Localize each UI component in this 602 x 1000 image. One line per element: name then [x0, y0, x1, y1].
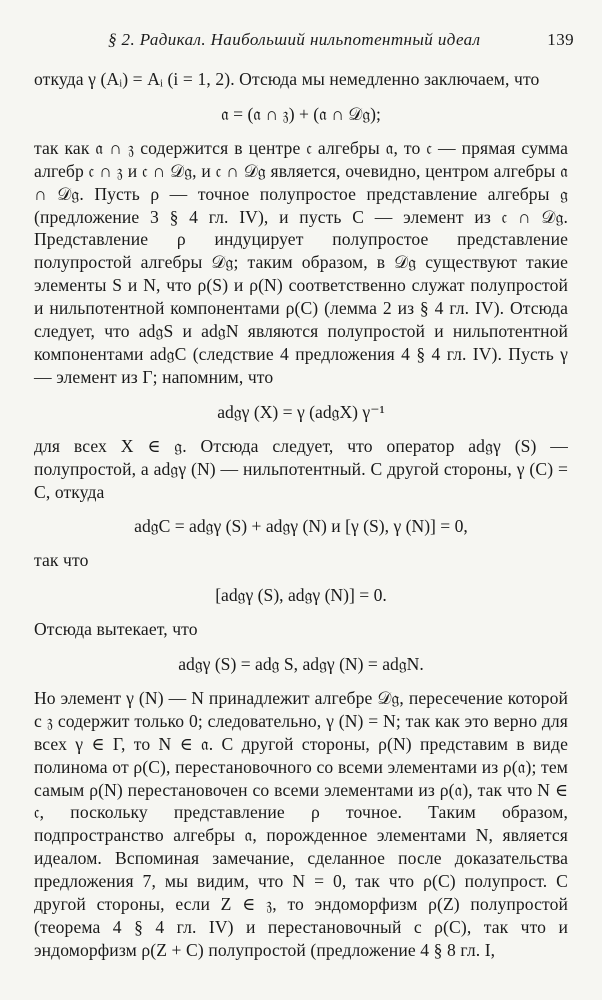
page-body	[34, 68, 568, 962]
page-number: 139	[547, 30, 574, 49]
paragraph-2: так как 𝔞 ∩ 𝔷 содержится в центре 𝔠 алгебры 𝔞, то 𝔠 — прямая сумма алгебр 𝔠 ∩ 𝔷 и 𝔠 ∩ 𝒟𝔤, и 𝔠 ∩ 𝒟𝔤 является, очевидно, центром алгебры 𝔞 ∩ 𝒟𝔤. Пусть ρ — точное полупростое представление алгебры 𝔤 (предложение 3 § 4 гл. IV), и пусть C — элемент из 𝔠 ∩ 𝒟𝔤. Представление ρ индуцирует полупростое представление полупростой алгебры 𝒟𝔤; таким образом, в 𝒟𝔤 существуют такие элементы S и N, что ρ(S) и ρ(N) соответственно служат полупростой и нильпотентной компонентами ρ(C) (лемма 2 из § 4 гл. IV). Отсюда следует, что ad𝔤S и ad𝔤N являются полупростой и нильпотентной компонентами ad𝔤C (следствие 4 предложения 4 § 4 гл. IV). Пусть γ — элемент из Γ; напомним, что	[34, 137, 568, 387]
paragraph-5: Отсюда вытекает, что	[34, 619, 198, 640]
formula-3: ad𝔤C = ad𝔤γ (S) + ad𝔤γ (N) и [γ (S), γ (N)] = 0,	[134, 516, 468, 537]
paragraph-3: для всех X ∈ 𝔤. Отсюда следует, что оператор ad𝔤γ (S) — полупростой, а ad𝔤γ (N) — нильпотентный. С другой стороны, γ (C) = C, откуда	[34, 435, 568, 502]
formula-2: ad𝔤γ (X) = γ (ad𝔤X) γ⁻¹	[217, 401, 385, 422]
section-title: § 2. Радикал. Наибольший нильпотентный идеал	[108, 30, 481, 49]
paragraph-1: откуда γ (Aᵢ) = Aᵢ (i = 1, 2). Отсюда мы немедленно заключаем, что	[34, 69, 540, 89]
paragraph-4: так что	[34, 550, 89, 571]
formula-5: ad𝔤γ (S) = ad𝔤 S, ad𝔤γ (N) = ad𝔤N.	[178, 654, 424, 675]
formula-1: 𝔞 = (𝔞 ∩ 𝔷) + (𝔞 ∩ 𝒟𝔤);	[221, 103, 381, 124]
formula-4: [ad𝔤γ (S), ad𝔤γ (N)] = 0.	[215, 585, 387, 606]
paragraph-6: Но элемент γ (N) — N принадлежит алгебре 𝒟𝔤, пересечение которой с 𝔷 содержит только 0; следовательно, γ (N) = N; так как это верно для всех γ ∈ Γ, то N ∈ 𝔞. С другой стороны, ρ(N) представим в виде полинома от ρ(C), перестановочного со всеми элементами из ρ(𝔞); тем самым ρ(N) перестановочен со всеми элементами из ρ(𝔞), так что N ∈ 𝔠, поскольку представление ρ точное. Таким образом, подпространство алгебры 𝔞, порожденное элементами N, является идеалом. Вспоминая замечание, сделанное после доказательства предложения 7, мы видим, что N = 0, так что ρ(C) полупрост. С другой стороны, если Z ∈ 𝔷, то эндоморфизм ρ(Z) полупростой (теорема 4 § 4 гл. IV) и перестановочный с ρ(C), так что и эндоморфизм ρ(Z + C) полупростой (предложение 4 § 8 гл. I,	[34, 687, 568, 960]
